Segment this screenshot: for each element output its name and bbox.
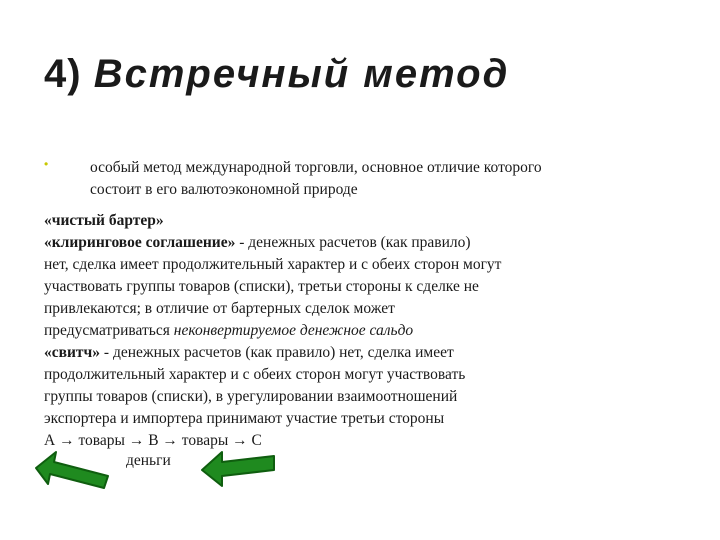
switch-line: продолжительный характер и с обеих сторон могут участвовать: [44, 366, 466, 383]
clearing-line: привлекаются; в отличие от бартерных сделок может: [44, 300, 395, 317]
flow-arrow-icon: →: [59, 432, 75, 449]
clearing-line: [44, 320, 604, 342]
barter-heading: [44, 210, 604, 232]
bullet-icon: •: [44, 157, 49, 171]
flow-row: [44, 430, 604, 452]
flow-a: А: [44, 432, 56, 449]
flow-arrow-icon: →: [128, 432, 145, 449]
clearing-line: участвовать группы товаров (списки), третьи стороны к сделке не: [44, 278, 479, 295]
flow-c: С: [251, 432, 262, 449]
switch-label: «свитч»: [44, 344, 101, 361]
bullet-paragraph: [90, 157, 650, 201]
clearing-line: [44, 232, 604, 254]
flow-arrow-icon: →: [232, 432, 248, 449]
flow-goods: товары: [78, 432, 125, 449]
money-label: деньги: [126, 452, 171, 469]
flow-arrow-icon: →: [162, 432, 178, 449]
flow-b: В: [148, 432, 159, 449]
switch-text: - денежных расчетов (как правило) нет, сделка имеет: [100, 344, 454, 361]
bullet-line: особый метод международной торговли, основное отличие которого: [90, 159, 542, 176]
clearing-line: нет, сделка имеет продолжительный характер и с обеих сторон могут: [44, 256, 502, 273]
saldo-term: неконвертируемое денежное сальдо: [173, 322, 414, 339]
title-number: 4): [44, 52, 82, 96]
title-text: Встречный метод: [93, 52, 510, 96]
switch-line: группы товаров (списки), в урегулировании взаимоотношений: [44, 388, 458, 405]
switch-line: [44, 342, 604, 364]
bullet-line: состоит в его валютоэкономной природе: [90, 181, 358, 198]
clearing-text: предусматриваться: [44, 322, 174, 339]
body-text: [44, 210, 604, 452]
switch-line: экспортера и импортера принимают участие третьи стороны: [44, 410, 445, 427]
green-arrow-left-icon: [34, 450, 112, 500]
barter-label: «чистый бартер»: [44, 212, 164, 229]
clearing-label: «клиринговое соглашение»: [44, 234, 236, 251]
green-arrow-left-icon: [200, 446, 278, 492]
flow-goods: товары: [181, 432, 229, 449]
clearing-text: - денежных расчетов (как правило): [235, 234, 471, 251]
slide-title: [44, 52, 509, 97]
